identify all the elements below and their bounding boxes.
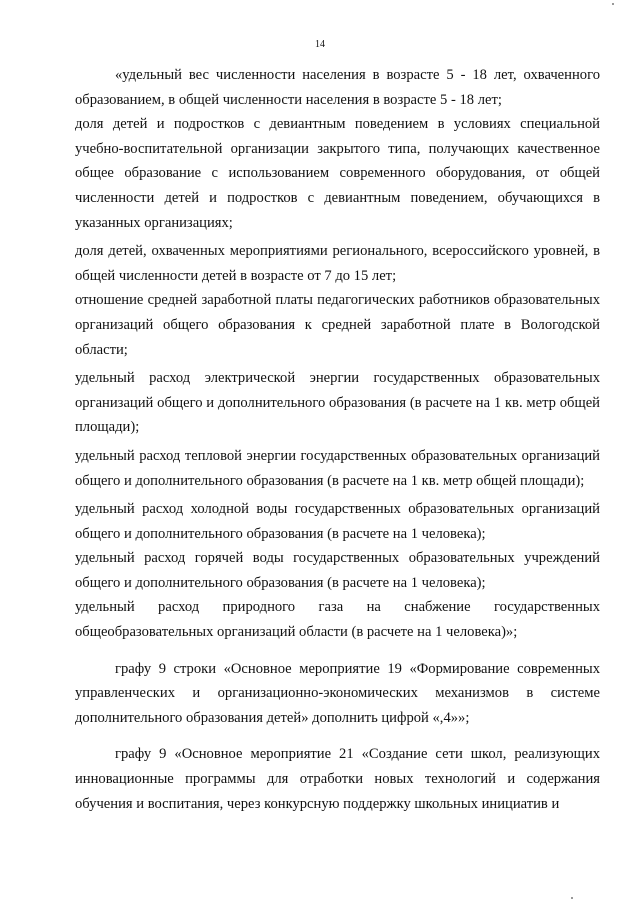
paragraph-heat-consumption: удельный расход тепловой энергии государственных образовательных организаций общего и дополнительного образования (в расчете на 1 кв. метр общей площади);: [75, 447, 600, 489]
scan-speck: [571, 897, 573, 899]
paragraph-cold-water-consumption: удельный расход холодной воды государственных образовательных организаций общего и дополнительного образования (в расчете на 1 человека);: [75, 501, 600, 542]
paragraph-events-coverage: доля детей, охваченных мероприятиями регионального, всероссийского уровней, в общей численности детей в возрасте от 7 до 15 лет;: [75, 243, 600, 284]
paragraph-gas-consumption: удельный расход природного газа на снабжение государственных общеобразовательных организаций области (в расчете на 1 человека)»;: [75, 599, 600, 641]
paragraph-column9-measure21: графу 9 «Основное мероприятие 21 «Создание сети школ, реализующих инновационные программы для отработки новых технологий и содержания обучения и воспитания, через конкурсную поддержку школьных инициатив и: [75, 746, 600, 812]
paragraph-deviant-children-share: доля детей и подростков с девиантным поведением в условиях специальной учебно-воспитательной организации закрытого типа, получающих качественное общее образование с использованием современного оборудования, от общей численности детей и подростков с девиантным поведением, обучающихся в указанных организациях;: [75, 116, 600, 231]
document-body: [75, 63, 600, 816]
paragraph-salary-ratio: отношение средней заработной платы педагогических работников образовательных организаций общего образования к средней заработной плате в Вологодской области;: [75, 292, 600, 358]
scan-speck: [612, 3, 614, 5]
paragraph-enrollment-share: «удельный вес численности населения в возрасте 5 - 18 лет, охваченного образованием, в общей численности населения в возрасте 5 - 18 лет;: [75, 67, 600, 108]
paragraph-electricity-consumption: удельный расход электрической энергии государственных образовательных организаций общего и дополнительного образования (в расчете на 1 кв. метр общей площади);: [75, 370, 600, 436]
paragraph-column9-measure19: графу 9 строки «Основное мероприятие 19 «Формирование современных управленческих и организационно-экономических механизмов в системе дополнительного образования детей» дополнить цифрой «,4»»;: [75, 660, 600, 726]
page-number: 14: [315, 39, 325, 50]
paragraph-hot-water-consumption: удельный расход горячей воды государственных образовательных учреждений общего и дополнительного образования (в расчете на 1 человека);: [75, 550, 600, 591]
